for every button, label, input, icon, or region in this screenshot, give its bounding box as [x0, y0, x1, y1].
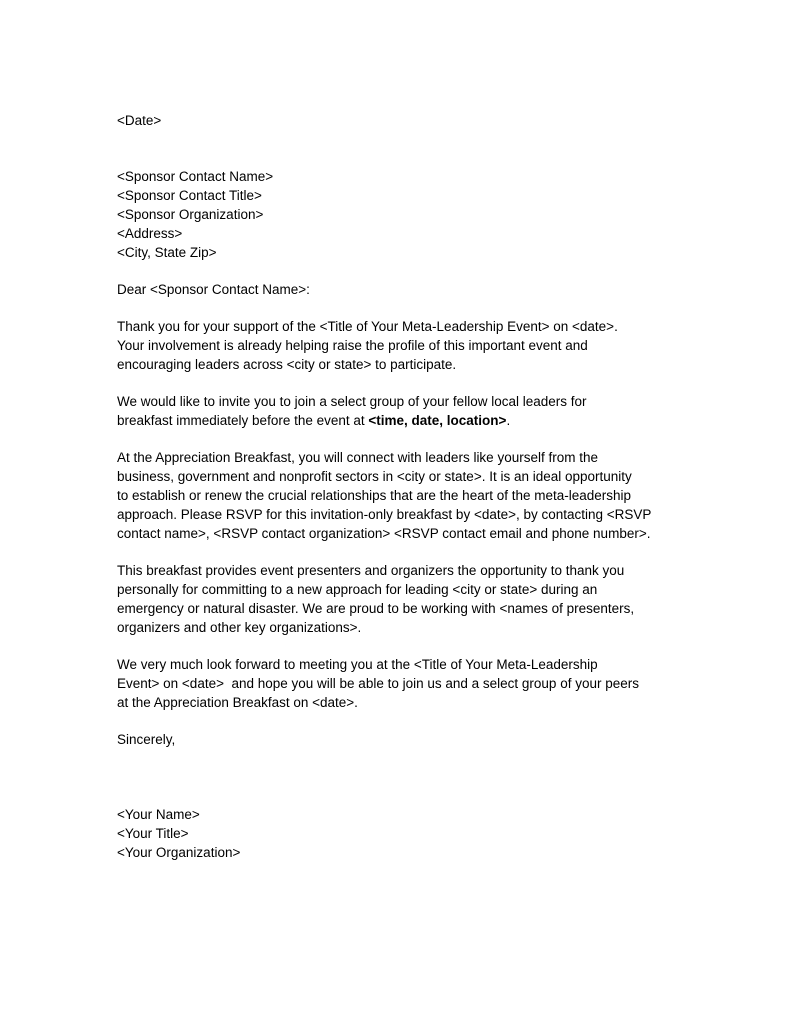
- paragraph-closing-remarks: [117, 655, 677, 712]
- paragraph-opportunity: [117, 561, 677, 637]
- paragraph-line: Your involvement is already helping raise the profile of this important event and: [117, 338, 588, 353]
- paragraph-line: at the Appreciation Breakfast on <date>.: [117, 695, 358, 710]
- recipient-organization: <Sponsor Organization>: [117, 207, 264, 222]
- paragraph-line: Thank you for your support of the <Title of Your Meta-Leadership Event> on <date>.: [117, 319, 618, 334]
- paragraph-line: We would like to invite you to join a select group of your fellow local leaders for: [117, 394, 587, 409]
- paragraph-thank-you: [117, 317, 677, 374]
- signature-block: [117, 805, 677, 862]
- signature-title: <Your Title>: [117, 826, 189, 841]
- paragraph-invitation: [117, 392, 677, 430]
- letter-page: [117, 111, 677, 862]
- paragraph-line: encouraging leaders across <city or state> to participate.: [117, 357, 457, 372]
- paragraph-line: contact name>, <RSVP contact organization> <RSVP contact email and phone number>.: [117, 526, 651, 541]
- closing: Sincerely,: [117, 732, 176, 747]
- paragraph-line: approach. Please RSVP for this invitation-only breakfast by <date>, by contacting <RSVP: [117, 507, 652, 522]
- paragraph-line: organizers and other key organizations>.: [117, 620, 362, 635]
- salutation: Dear <Sponsor Contact Name>:: [117, 282, 310, 297]
- recipient-block: [117, 167, 677, 262]
- paragraph-line: We very much look forward to meeting you at the <Title of Your Meta-Leadership: [117, 657, 598, 672]
- signature-name: <Your Name>: [117, 807, 200, 822]
- recipient-contact-name: <Sponsor Contact Name>: [117, 169, 274, 184]
- recipient-contact-title: <Sponsor Contact Title>: [117, 188, 262, 203]
- paragraph-line: [117, 411, 677, 430]
- recipient-address: <Address>: [117, 226, 183, 241]
- paragraph-line: This breakfast provides event presenters and organizers the opportunity to thank you: [117, 563, 625, 578]
- event-time-location: <time, date, location>: [368, 413, 507, 428]
- paragraph-breakfast-details: [117, 448, 677, 543]
- paragraph-line: personally for committing to a new approach for leading <city or state> during an: [117, 582, 598, 597]
- invitation-text: breakfast immediately before the event at: [117, 413, 369, 428]
- letter-date: <Date>: [117, 113, 162, 128]
- paragraph-line: to establish or renew the crucial relationships that are the heart of the meta-leadership: [117, 488, 632, 503]
- paragraph-line: Event> on <date> and hope you will be able to join us and a select group of your peers: [117, 676, 639, 691]
- paragraph-line: emergency or natural disaster. We are proud to be working with <names of presenters,: [117, 601, 635, 616]
- paragraph-line: At the Appreciation Breakfast, you will connect with leaders like yourself from the: [117, 450, 598, 465]
- recipient-city-state-zip: <City, State Zip>: [117, 245, 217, 260]
- invitation-period: .: [506, 413, 511, 428]
- paragraph-line: business, government and nonprofit sectors in <city or state>. It is an ideal opportunity: [117, 469, 632, 484]
- signature-organization: <Your Organization>: [117, 845, 241, 860]
